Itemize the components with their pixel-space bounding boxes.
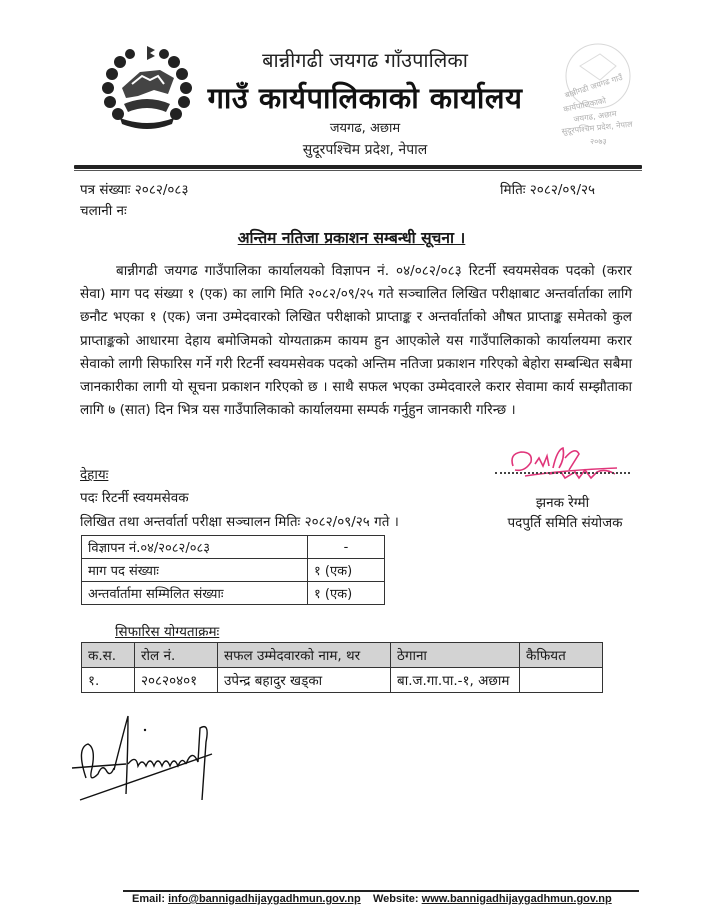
table-cell-label: अन्तर्वार्तामा सम्मिलित संख्याः — [82, 582, 308, 605]
footer-contact — [132, 893, 612, 905]
vacancy-info-table — [81, 535, 385, 605]
svg-text:२०७३: २०७३ — [590, 137, 607, 146]
table-row — [82, 536, 385, 559]
table-row — [82, 668, 603, 693]
table-cell-value: १ (एक) — [308, 582, 385, 605]
column-header-serial: क.स. — [82, 643, 135, 668]
signatory-title: पदपुर्ति समिति संयोजक — [507, 515, 623, 531]
handwritten-signature-icon — [505, 444, 625, 484]
exam-date: लिखित तथा अन्तर्वार्ता परीक्षा सञ्चालन मितिः २०८२/०९/२५ गते । — [80, 514, 399, 530]
post-name: पदः रिटर्नी स्वयमसेवक — [80, 490, 189, 506]
notice-title — [0, 226, 703, 248]
table-header-row — [82, 643, 603, 668]
dispatch-number: चलानी नः — [80, 203, 127, 219]
office-seal-stamp-icon — [540, 36, 650, 146]
website-link[interactable]: www.bannigadhijaygadhmun.gov.np — [421, 893, 612, 905]
notice-body: बान्नीगढी जयगढ गाउँपालिका कार्यालयको विज्ञापन नं. ०४/०८२/०८३ रिटर्नी स्वयमसेवक पदको (करार सेवा) माग पद संख्या १ (एक) का लागि मिति २०८२/०९/२५ गते सञ्चालित लिखित परीक्षाबाट अन्तर्वार्ताका लागि छनौट भएका १ (एक) जना उम्मेदवारको लिखित परीक्षाको प्राप्ताङ्क र अन्तर्वार्ताको औषत प्राप्ताङ्क समेतको कुल प्राप्ताङ्कको आधारमा देहाय बमोजिमको योग्यताक्रम कायम हुन आएकोले यस गाउँपालिकाको कार्यालयमा करार सेवाको लागी सिफारिस गर्ने गरी रिटर्नी स्वयमसेवक पदको अन्तिम नतिजा प्रकाशन गरिएको बेहोरा सम्बन्धित सबैमा जानकारीका लागी यो सूचना प्रकाशन गरिएको छ । साथै सफल भएका उम्मेदवारले करार सेवामा कार्य सम्झौताका लागि ७ (सात) दिन भित्र यस गाउँपालिकाको कार्यालयमा सम्पर्क गर्नुहुन जानकारी गरिन्छ । — [80, 263, 632, 419]
table-cell-label: विज्ञापन नं.०४/२०८२/०८३ — [82, 536, 308, 559]
office-location: जयगढ, अछाम — [329, 121, 401, 136]
header-divider-thin — [74, 170, 642, 171]
table-row — [82, 582, 385, 605]
svg-text:कार्यपालिकाको: कार्यपालिकाको — [562, 96, 607, 114]
notice-title-text: अन्तिम नतिजा प्रकाशन सम्बन्धी सूचना । — [237, 229, 466, 247]
official-signature-icon — [66, 708, 256, 803]
table-row — [82, 559, 385, 582]
header-divider — [74, 165, 642, 169]
signature-dotted-line — [495, 472, 630, 474]
municipality-name: बान्नीगढी जयगढ गाँउपालिका — [262, 48, 468, 72]
column-header-remarks: कैफियत — [520, 643, 603, 668]
column-header-address: ठेगाना — [391, 643, 520, 668]
recommendation-heading: सिफारिस योग्यताक्रमः — [115, 624, 220, 640]
email-link[interactable]: info@bannigadhijaygadhmun.gov.np — [168, 893, 361, 905]
footer-divider — [123, 890, 639, 892]
cell-address: बा.ज.गा.पा.-१, अछाम — [391, 668, 520, 693]
cell-name: उपेन्द्र बहादुर खड्का — [218, 668, 391, 693]
table-cell-label: माग पद संख्याः — [82, 559, 308, 582]
column-header-roll: रोल नं. — [135, 643, 218, 668]
svg-text:जयगढ, अछाम: जयगढ, अछाम — [573, 109, 618, 124]
letter-number: पत्र संख्याः २०८२/०८३ — [80, 182, 189, 198]
signatory-name: झनक रेग्मी — [535, 495, 590, 511]
nepal-emblem-icon — [98, 44, 196, 134]
cell-remarks — [520, 668, 603, 693]
email-label: Email: — [132, 893, 166, 905]
website-label: Website: — [372, 893, 419, 905]
cell-roll: २०८२०४०१ — [135, 668, 218, 693]
table-cell-value: - — [308, 536, 385, 559]
svg-text:सुदूरपश्चिम प्रदेश, नेपाल: सुदूरपश्चिम प्रदेश, नेपाल — [561, 119, 633, 136]
details-heading: देहायः — [80, 467, 109, 483]
letter-date: मितिः २०८२/०९/२५ — [500, 182, 596, 198]
office-name: गाउँ कार्यपालिकाको कार्यालय — [207, 81, 523, 115]
column-header-name: सफल उम्मेदवारको नाम, थर — [218, 643, 391, 668]
recommendation-table — [81, 642, 603, 693]
office-province: सुदूरपश्चिम प्रदेश, नेपाल — [302, 142, 428, 158]
table-cell-value: १ (एक) — [308, 559, 385, 582]
cell-serial: १. — [82, 668, 135, 693]
svg-text:बान्नीगढी जयगढ गाउँ: बान्नीगढी जयगढ गाउँ — [563, 72, 624, 100]
